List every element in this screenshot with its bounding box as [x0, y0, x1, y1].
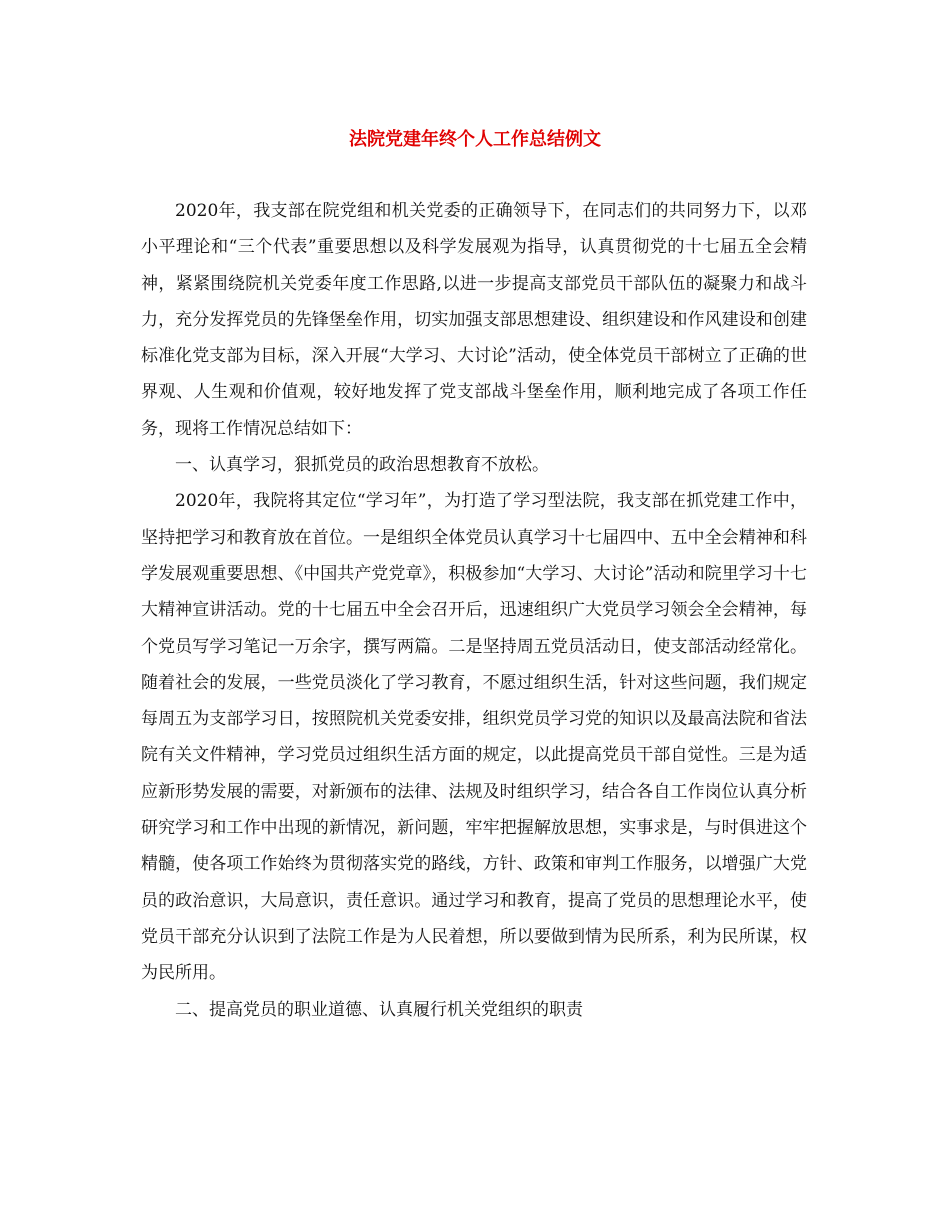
section-heading-2: 二、提高党员的职业道德、认真履行机关党组织的职责 [175, 999, 583, 1020]
paragraph-section-1: 2020年，我院将其定位“学习年”，为打造了学习型法院，我支部在抓党建工作中， 坚持把学习和教育放在首位。一是组织全体党员认真学习十七届四中、五中全会精神和科学发展观重要思想、《中国共产党党章》，积极参加“大学习、大讨论”活动和院里学习十七大精神宣讲活动。党的十七届五中全会召开后，迅速组织广大党员学习领会全会精神，每个党员写学习笔记一万余字，撰写两篇。二是坚持周五党员活动日，使支部活动经常化。随着社会的发展，一些党员淡化了学习教育，不愿过组织生活，针对这些问题，我们规定每周五为支部学习日，按照院机关党委安排，组织党员学习党的知识以及最高法院和省法院有关文件精神，学习党员过组织生活方面的规定，以此提高党员干部自觉性。三是为适应新形势发展的需要，对新颁布的法律、法规及时组织学习，结合各自工作岗位认真分析研究学习和工作中出现的新情况，新问题，牢牢把握解放思想，实事求是，与时俱进这个精髓，使各项工作始终为贯彻落实党的路线，方针、政策和审判工作服务，以增强广大党员的政治意识，大局意识，责任意识。通过学习和教育，提高了党员的思想理论水平，使党员干部充分认识到了法院工作是为人民着想，所以要做到情为民所系，利为民所谋，权为民所用。 [141, 491, 807, 984]
paragraph-intro: 2020年，我支部在院党组和机关党委的正确领导下，在同志们的共同努力下，以邓小平理论和“三个代表”重要思想以及科学发展观为指导，认真贯彻党的十七届五全会精神，紧紧围绕院机关党委年度工作思路,以进一步提高支部党员干部队伍的凝聚力和战斗力，充分发挥党员的先锋堡垒作用，切实加强支部思想建设、组织建设和作风建设和创建标准化党支部为目标，深入开展“大学习、大讨论”活动，使全体党员干部树立了正确的世界观、人生观和价值观，较好地发挥了党支部战斗堡垒作用，顺利地完成了各项工作任务，现将工作情况总结如下： [141, 201, 807, 439]
section-heading-1: 一、认真学习，狠抓党员的政治思想教育不放松。 [175, 455, 549, 476]
document-title: 法院党建年终个人工作总结例文 [349, 129, 601, 150]
document-body [141, 193, 807, 1028]
